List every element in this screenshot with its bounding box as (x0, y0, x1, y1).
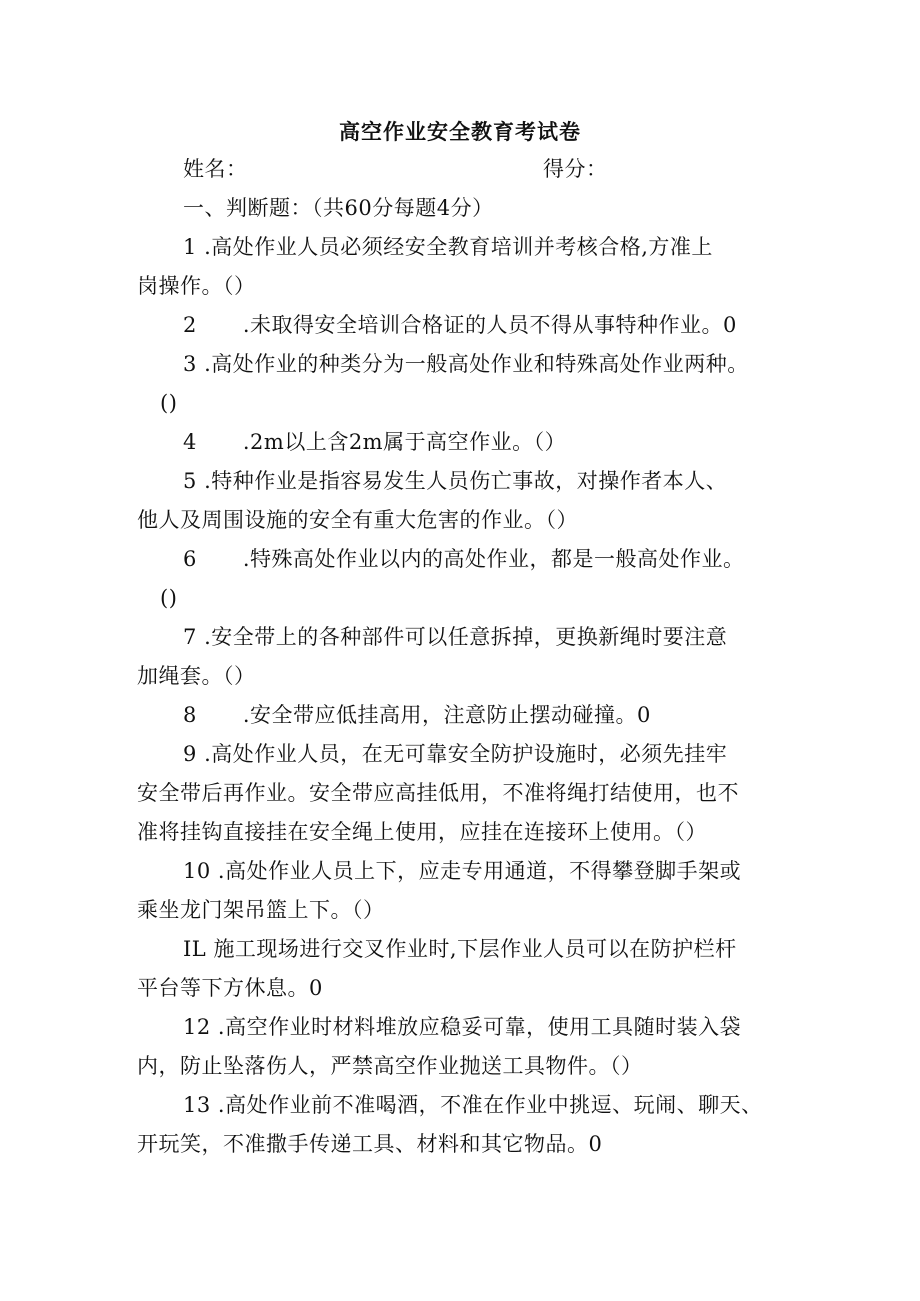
question-line: 3 .高处作业的种类分为一般高处作业和特殊高处作业两种。 (183, 352, 749, 376)
question-number: 2 (183, 313, 197, 337)
question-number: 6 (183, 547, 197, 571)
question-line: 安全带后再作业。安全带应高挂低用，不准将绳打结使用，也不 (137, 781, 739, 805)
question-number: IL (183, 937, 207, 961)
question-line: 10 .高处作业人员上下，应走专用通道，不得攀登脚手架或 (183, 859, 742, 883)
question-number: 12 (183, 1015, 211, 1039)
question-line: 内，防止坠落伤人，严禁高空作业抛送工具物件。（） (137, 1054, 643, 1078)
question-line: 准将挂钩直接挂在安全绳上使用，应挂在连接环上使用。（） (137, 820, 707, 844)
question-line: 5 .特种作业是指容易发生人员伤亡事故，对操作者本人、 (183, 469, 728, 493)
question-line: 他人及周围设施的安全有重大危害的作业。（） (137, 508, 578, 532)
section-heading: 一、判断题：（共60分每题4分） (183, 196, 494, 220)
question-line: 加绳套。（） (137, 664, 256, 688)
question-number: 4 (183, 430, 197, 454)
question-line: 乘坐龙门架吊篮上下。（） (137, 898, 385, 922)
question-line: IL 施工现场进行交叉作业时,下层作业人员可以在防护栏杆 (183, 937, 737, 961)
question-number: 9 (183, 742, 197, 766)
question-number: 8 (183, 703, 197, 727)
question-line: 岗操作。（） (137, 274, 256, 298)
question-number: 3 (183, 352, 197, 376)
question-line: 6 .特殊高处作业以内的高处作业，都是一般高处作业。 (183, 547, 745, 571)
header-row (183, 150, 863, 189)
question-line: 开玩笑，不准撒手传递工具、材料和其它物品。0 (137, 1132, 603, 1156)
question-line: 1 .高处作业人员必须经安全教育培训并考核合格,方准上 (183, 235, 713, 259)
question-line: 13 .高处作业前不准喝酒，不准在作业中挑逗、玩闹、聊天、 (183, 1093, 763, 1117)
question-line: () (160, 586, 178, 610)
question-line: 9 .高处作业人员，在无可靠安全防护设施时，必须先挂牢 (183, 742, 728, 766)
question-number: 5 (183, 469, 197, 493)
question-line: 2 .未取得安全培训合格证的人员不得从事特种作业。0 (183, 313, 737, 337)
question-line: () (160, 391, 178, 415)
question-number: 1 (183, 235, 197, 259)
question-line: 4 .2m以上含2m属于高空作业。（） (183, 430, 567, 454)
question-line: 平台等下方休息。0 (137, 976, 323, 1000)
question-line: 7 .安全带上的各种部件可以任意拆掉，更换新绳时要注意 (183, 625, 728, 649)
question-number: 13 (183, 1093, 211, 1117)
question-number: 7 (183, 625, 197, 649)
question-number: 10 (183, 859, 211, 883)
name-label: 姓名： (183, 157, 248, 181)
page-title: 高空作业安全教育考试卷 (339, 119, 581, 144)
question-line: 8 .安全带应低挂高用，注意防止摆动碰撞。0 (183, 703, 651, 727)
score-label: 得分： (543, 157, 608, 181)
question-line: 12 .高空作业时材料堆放应稳妥可靠，使用工具随时装入袋 (183, 1015, 742, 1039)
